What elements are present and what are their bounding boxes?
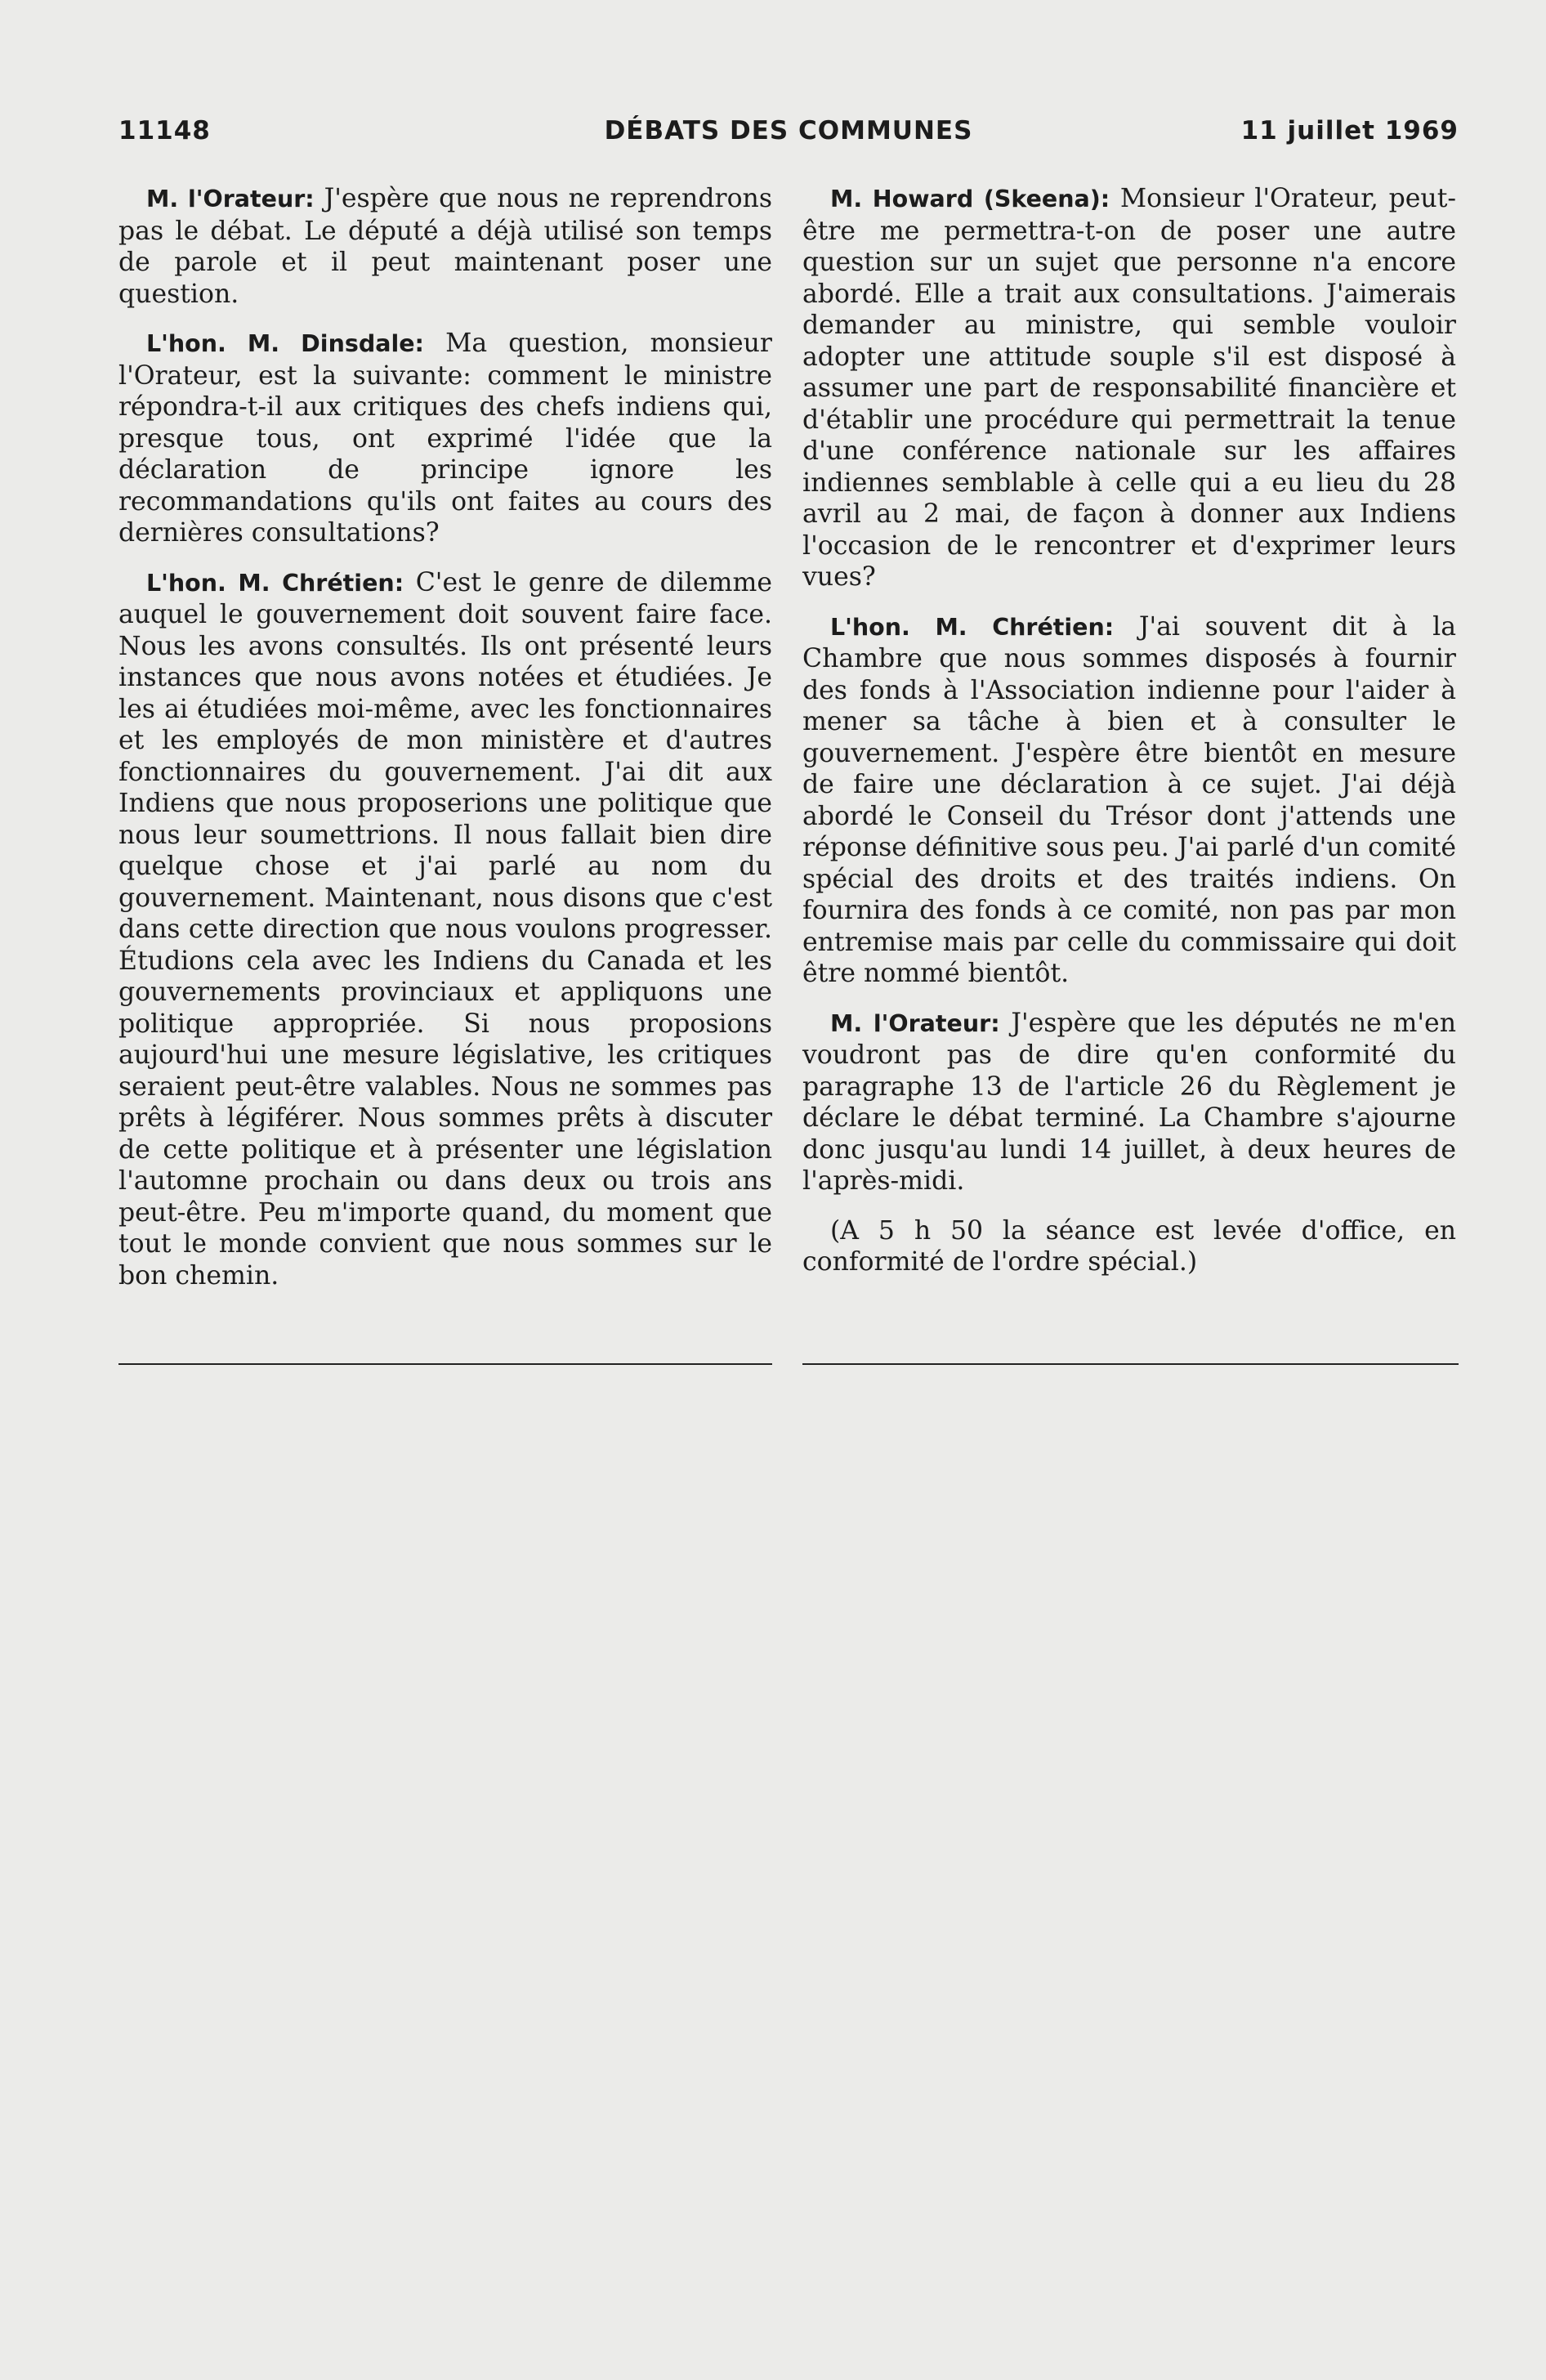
- paragraph: [802, 183, 1456, 593]
- speaker-name: M. l'Orateur:: [830, 1009, 1000, 1037]
- section-divider-right: [802, 1363, 1459, 1365]
- paragraph-text: J'espère que nous ne reprendrons pas le débat. Le député a déjà utilisé son temps de parole et il peut maintenant poser une question.: [118, 184, 772, 309]
- right-column: [802, 183, 1456, 1296]
- paragraph: [118, 567, 772, 1292]
- paragraph-text: J'ai souvent dit à la Chambre que nous sommes disposés à fournir des fonds à l'Association indienne pour l'aider à mener sa tâche à bien et à consulter le gouvernement. J'espère être bientôt en mesure de faire une déclaration à ce sujet. J'ai déjà abordé le Conseil du Trésor dont j'attends une réponse définitive sous peu. J'ai parlé d'un comité spécial des droits et des traités indiens. On fournira des fonds à ce comité, non pas par mon entremise mais par celle du commissaire qui doit être nommé bientôt.: [802, 611, 1456, 988]
- speaker-name: M. Howard (Skeena):: [830, 186, 1110, 212]
- paragraph-text: Ma question, monsieur l'Orateur, est la suivante: comment le ministre répondra-t-il aux critiques des chefs indiens qui, presque tous, ont exprimé l'idée que la déclaration de principe ignore les recommandations qu'ils ont faites au cours des dernières consultations?: [118, 329, 772, 548]
- section-divider-left: [118, 1363, 772, 1365]
- paragraph: [118, 183, 772, 310]
- closing-note: (A 5 h 50 la séance est levée d'office, en conformité de l'ordre spécial.): [802, 1215, 1456, 1277]
- paragraph: [802, 1008, 1456, 1197]
- paragraph-text: Monsieur l'Orateur, peut-être me permettra-t-on de poser une autre question sur un sujet que personne n'a encore abordé. Elle a trait aux consultations. J'aimerais demander au ministre, qui semble vouloir adopter une attitude souple s'il est disposé à assumer une part de responsabilité financière et d'établir une procédure qui permettrait la tenue d'une conférence nationale sur les affaires indiennes semblable à celle qui a eu lieu du 28 avril au 2 mai, de façon à donner aux Indiens l'occasion de le rencontrer et d'exprimer leurs vues?: [802, 184, 1456, 592]
- speaker-name: L'hon. M. Dinsdale:: [146, 330, 424, 357]
- paragraph: [118, 328, 772, 549]
- page-header: [118, 116, 1459, 157]
- speaker-name: L'hon. M. Chrétien:: [830, 613, 1115, 641]
- speaker-name: M. l'Orateur:: [146, 186, 315, 212]
- paragraph-text: J'espère que les députés ne m'en voudront pas de dire qu'en conformité du paragraphe 13 de l'article 26 du Règlement je déclare le débat terminé. La Chambre s'ajourne donc jusqu'au lundi 14 juillet, à deux heures de l'après-midi.: [802, 1008, 1456, 1196]
- page-number: 11148: [118, 116, 211, 145]
- page-title: DÉBATS DES COMMUNES: [604, 116, 973, 145]
- left-column: [118, 183, 772, 1309]
- paragraph: [802, 611, 1456, 990]
- page-date: 11 juillet 1969: [1240, 116, 1459, 145]
- paragraph-text: C'est le genre de dilemme auquel le gouvernement doit souvent faire face. Nous les avons consultés. Ils ont présenté leurs instances que nous avons notées et étudiées. Je les ai étudiées moi-même, avec les fonctionnaires et les employés de mon ministère et d'autres fonctionnaires du gouvernement. J'ai dit aux Indiens que nous proposerions une politique que nous leur soumettrions. Il nous fallait bien dire quelque chose et j'ai parlé au nom du gouvernement. Maintenant, nous disons que c'est dans cette direction que nous voulons progresser. Étudions cela avec les Indiens du Canada et les gouvernements provinciaux et appliquons une politique appropriée. Si nous proposions aujourd'hui une mesure législative, les critiques seraient peut-être valables. Nous ne sommes pas prêts à légiférer. Nous sommes prêts à discuter de cette politique et à présenter une législation l'automne prochain ou dans deux ou trois ans peut-être. Peu m'importe quand, du moment que tout le monde convient que nous sommes sur le bon chemin.: [118, 567, 772, 1291]
- speaker-name: L'hon. M. Chrétien:: [146, 569, 404, 597]
